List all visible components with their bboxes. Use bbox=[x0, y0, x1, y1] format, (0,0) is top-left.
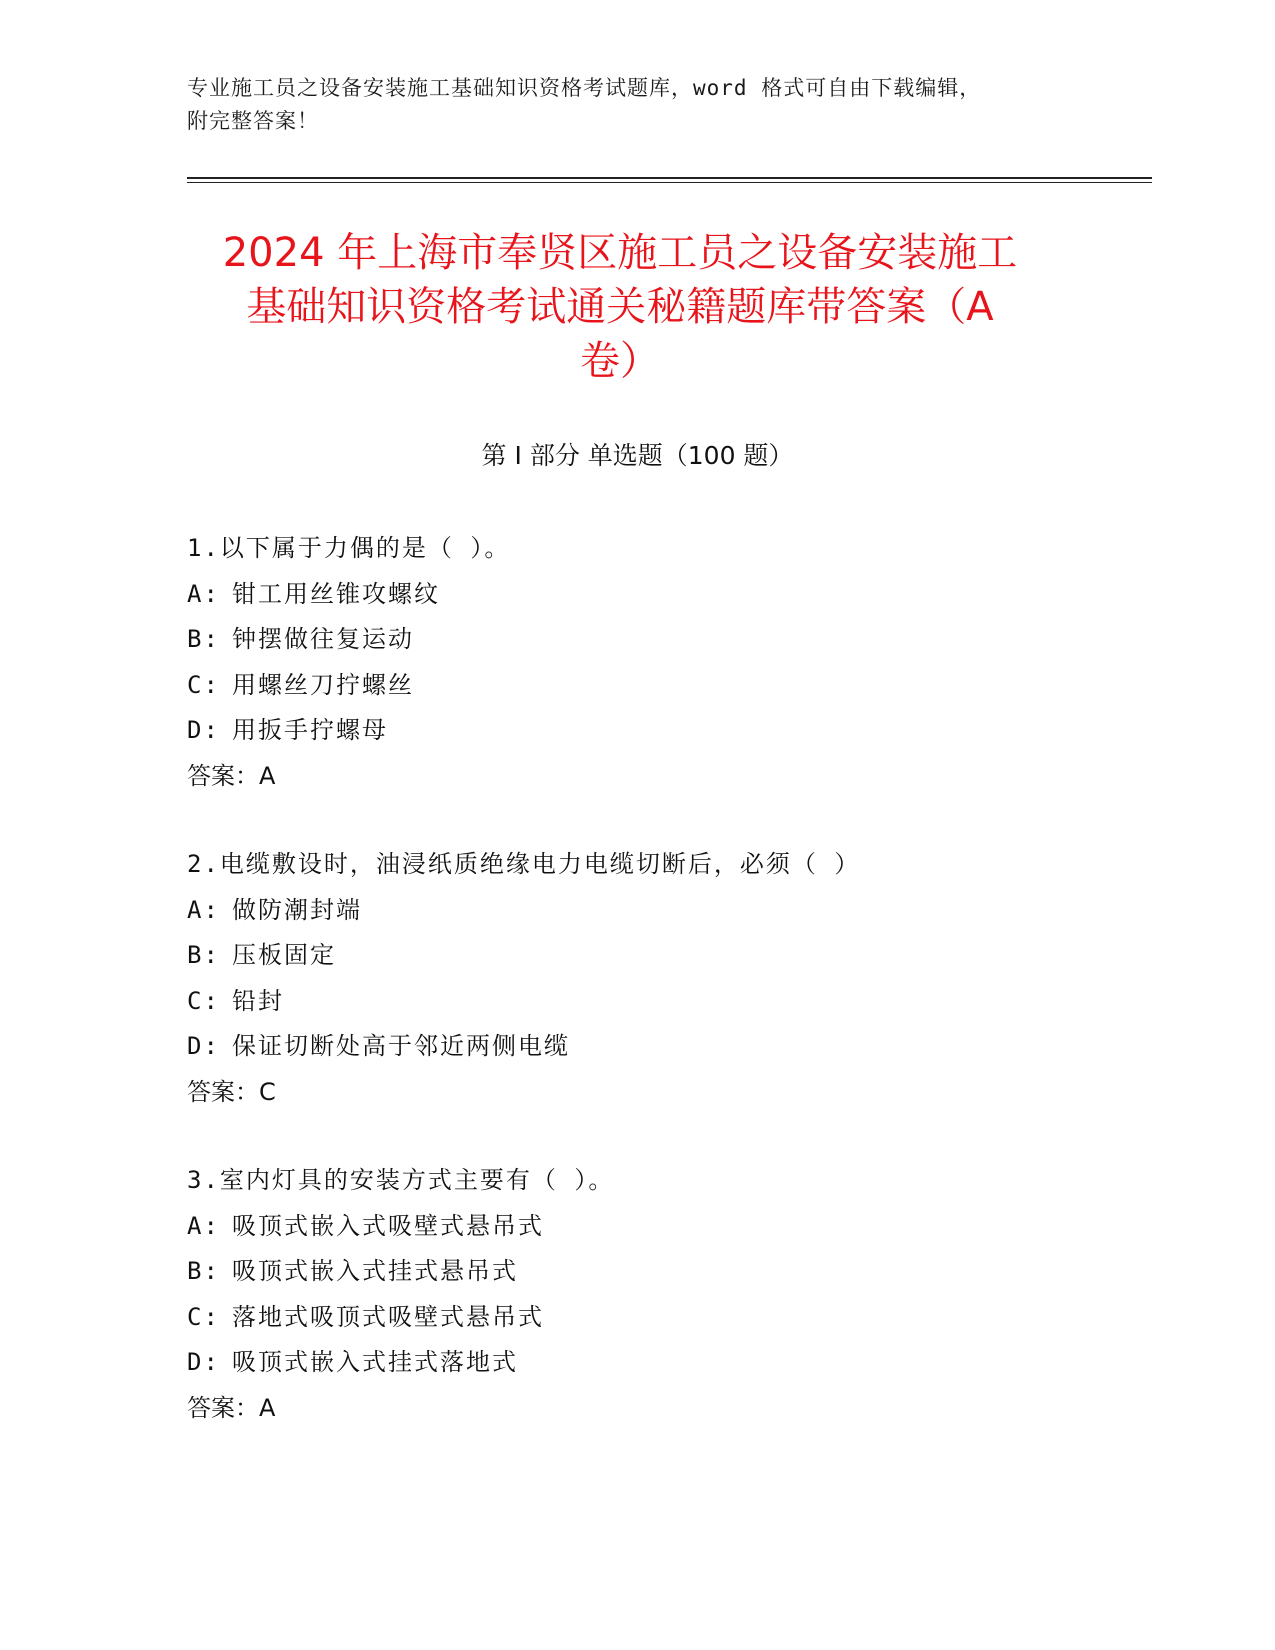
option-text: 压板固定 bbox=[232, 941, 336, 969]
option-key: B: bbox=[187, 625, 220, 653]
option-key: B: bbox=[187, 1257, 220, 1285]
option-key: C: bbox=[187, 670, 220, 699]
option-text: 吸顶式嵌入式吸壁式悬吊式 bbox=[232, 1211, 544, 1240]
question-3 bbox=[187, 1158, 1137, 1431]
option-text: 铅封 bbox=[232, 986, 284, 1015]
option-text: 保证切断处高于邻近两侧电缆 bbox=[232, 1032, 570, 1060]
question-list bbox=[187, 526, 1137, 1474]
option-text: 用扳手拧螺母 bbox=[232, 716, 388, 744]
option-key: A: bbox=[187, 895, 220, 924]
option-a bbox=[187, 572, 1137, 618]
option-a bbox=[187, 1204, 1137, 1250]
option-key: D: bbox=[187, 1348, 220, 1376]
question-1 bbox=[187, 526, 1137, 799]
option-key: B: bbox=[187, 941, 220, 969]
option-c bbox=[187, 663, 1137, 709]
option-key: A: bbox=[187, 579, 220, 608]
option-text: 钳工用丝锥攻螺纹 bbox=[232, 579, 440, 608]
header-divider-thin bbox=[187, 182, 1152, 183]
option-text: 吸顶式嵌入式挂式落地式 bbox=[232, 1348, 518, 1376]
header-divider-thick bbox=[187, 177, 1152, 179]
question-stem: 2.电缆敷设时，油浸纸质绝缘电力电缆切断后，必须（ ） bbox=[187, 850, 861, 878]
option-c bbox=[187, 1295, 1137, 1341]
document-title bbox=[180, 226, 1060, 388]
option-b bbox=[187, 617, 1137, 663]
header-note-line-1: 专业施工员之设备安装施工基础知识资格考试题库，word 格式可自由下载编辑， bbox=[187, 76, 982, 100]
option-d bbox=[187, 1340, 1137, 1386]
option-d bbox=[187, 708, 1137, 754]
header-note bbox=[187, 72, 1087, 138]
option-b bbox=[187, 933, 1137, 979]
option-key: D: bbox=[187, 1032, 220, 1060]
answer: 答案：A bbox=[187, 761, 276, 790]
option-key: C: bbox=[187, 1302, 220, 1331]
section-heading: 第 I 部分 单选题（100 题） bbox=[481, 441, 794, 470]
option-c bbox=[187, 979, 1137, 1025]
answer: 答案：A bbox=[187, 1393, 276, 1422]
document-title-line-1: 2024 年上海市奉贤区施工员之设备安装施工 bbox=[222, 230, 1018, 276]
option-text: 做防潮封端 bbox=[232, 895, 362, 924]
answer: 答案：C bbox=[187, 1077, 276, 1106]
option-text: 吸顶式嵌入式挂式悬吊式 bbox=[232, 1257, 518, 1285]
document-title-line-2: 基础知识资格考试通关秘籍题库带答案（A bbox=[246, 284, 994, 330]
option-text: 用螺丝刀拧螺丝 bbox=[232, 670, 414, 699]
option-key: A: bbox=[187, 1211, 220, 1240]
option-a bbox=[187, 888, 1137, 934]
option-text: 钟摆做往复运动 bbox=[232, 625, 414, 653]
option-d bbox=[187, 1024, 1137, 1070]
question-stem: 1.以下属于力偶的是（ ）。 bbox=[187, 534, 511, 562]
question-stem: 3.室内灯具的安装方式主要有（ ）。 bbox=[187, 1166, 615, 1194]
option-b bbox=[187, 1249, 1137, 1295]
option-text: 落地式吸顶式吸壁式悬吊式 bbox=[232, 1302, 544, 1331]
option-key: C: bbox=[187, 986, 220, 1015]
question-2 bbox=[187, 842, 1137, 1115]
header-note-line-2: 附完整答案！ bbox=[187, 109, 319, 133]
document-title-line-3: 卷） bbox=[580, 338, 660, 384]
option-key: D: bbox=[187, 716, 220, 744]
